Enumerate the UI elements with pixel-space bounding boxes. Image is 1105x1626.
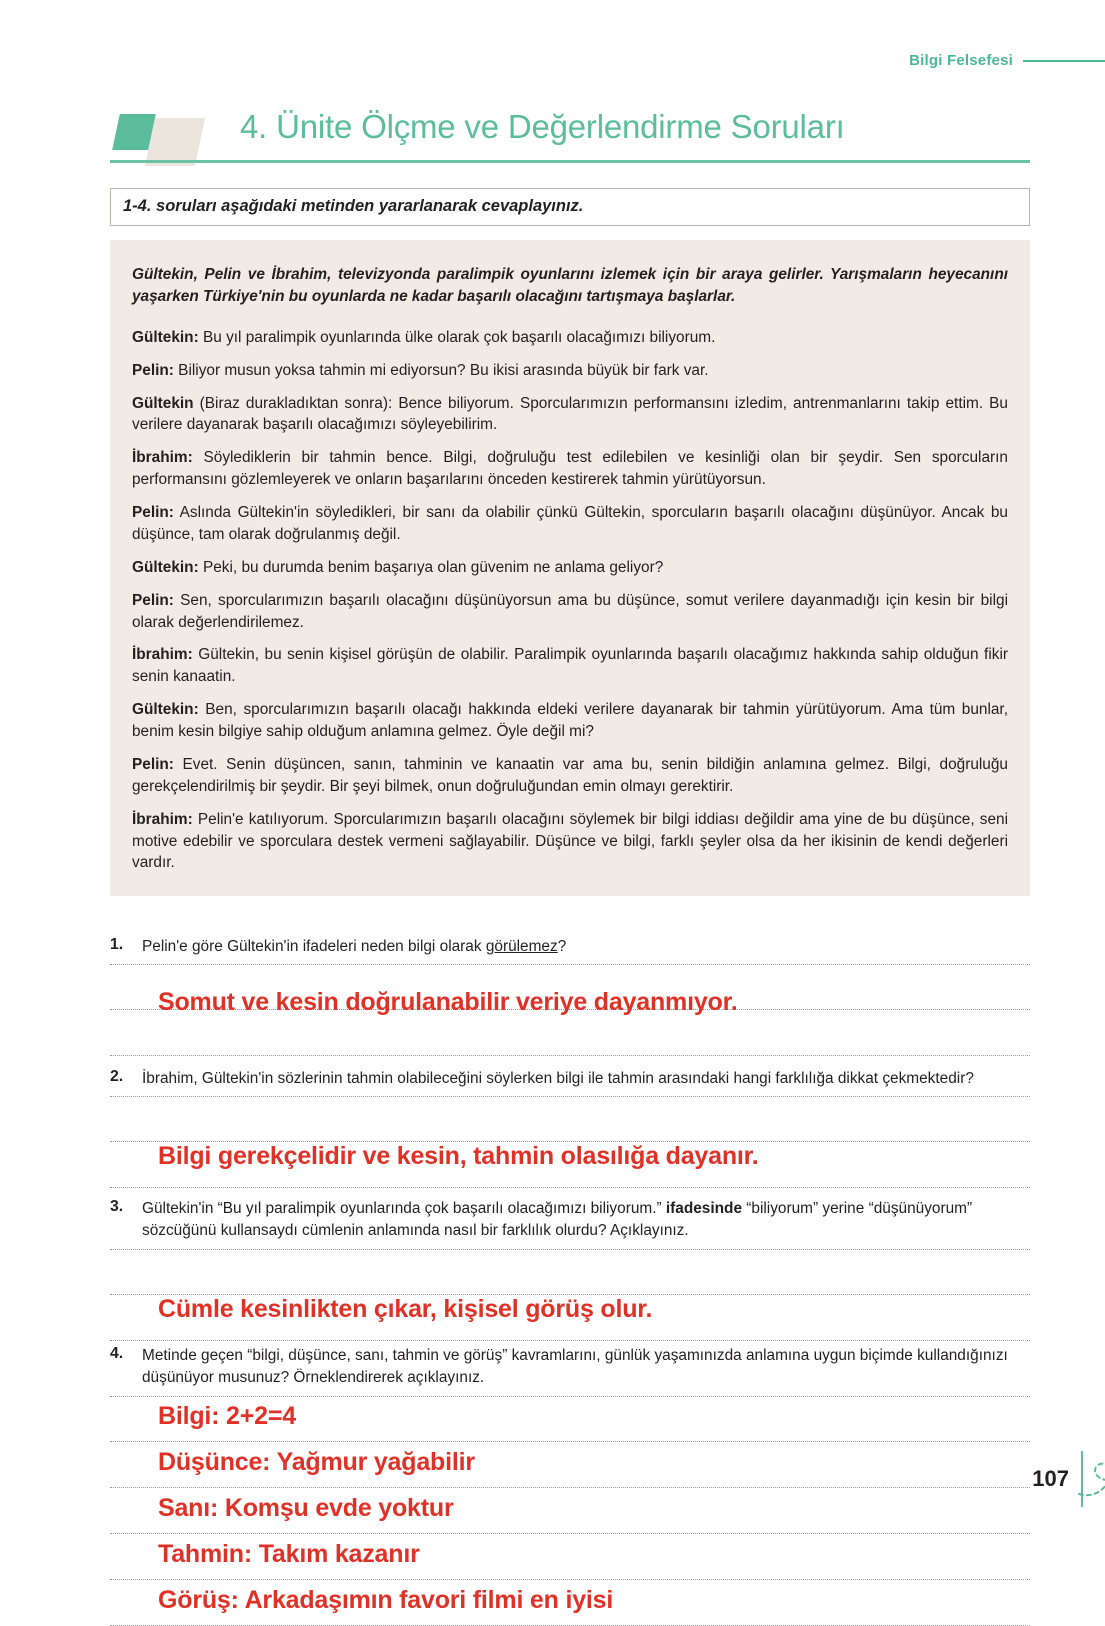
- question-row: [110, 1345, 1030, 1390]
- dialogue-text: (Biraz durakladıktan sonra): Bence biliyorum. Sporcularımızın performansını izledim, antrenmanlarını takip ettim. Bu verilere dayanarak başarılı olacağımızı söyleyebilirim.: [132, 394, 1008, 434]
- dialogue-text: Pelin'e katılıyorum. Sporcularımızın başarılı olacağını söylemek bir bilgi iddiası değildir ama yine de bu düşünce, seni motive edebilir ve sporculara destek vermeni sağlayabilir. Düşünce ve bilgi, farklı şeyler olsa da her ikisinin de kendi değerleri vardır.: [132, 810, 1008, 872]
- question-text-part: sözcüğünü kullansaydı cümlenin anlamında nasıl bir farklılık olurdu? Açıklayınız.: [142, 1222, 689, 1240]
- dialogue-speaker: İbrahim:: [132, 449, 193, 467]
- answer-area[interactable]: [110, 1396, 1030, 1626]
- dialogue-text: Söylediklerin bir tahmin bence. Bilgi, doğruluğu test edilebilen ve kesinliği olan bir şeydir. Sen sporcuların performansını gözlemleyerek ve onların başarılarını önceden kestirerek tahmin yürütüyorsun.: [132, 449, 1008, 489]
- dialogue-text: Gültekin, bu senin kişisel görüşün de olabilir. Paralimpik oyunlarında başarılı olacağımız hakkında sahip olduğun fikir senin kanaatin.: [132, 646, 1008, 686]
- dialogue-line: [132, 644, 1008, 688]
- dialogue-text: Ben, sporcularımızın başarılı olacağı hakkında eldeki verilere dayanarak bir tahmin yürütüyorum. Ama tüm bunlar, benim kesin bilgiye sahip olduğum anlamına gelmez. Öyle değil mi?: [132, 701, 1008, 740]
- handwritten-answer: Sanı: Komşu evde yoktur: [158, 1493, 454, 1522]
- instruction-bar: 1-4. soruları aşağıdaki metinden yararlanarak cevaplayınız.: [110, 188, 1030, 226]
- question-block: [110, 1198, 1030, 1341]
- answer-area[interactable]: [110, 964, 1030, 1056]
- dialogue-line: [132, 557, 1008, 579]
- title-green-tag-shape: [112, 114, 156, 150]
- question-text: [142, 1198, 1030, 1243]
- handwritten-answer: Tahmin: Takım kazanır: [158, 1539, 420, 1568]
- dialogue-text: Biliyor musun yoksa tahmin mi ediyorsun? Bu ikisi arasında büyük bir fark var.: [173, 361, 709, 379]
- question-emphasis: ifadesinde: [661, 1200, 747, 1217]
- handwritten-answer: Bilgi: 2+2=4: [158, 1401, 296, 1430]
- dialogue-speaker: Pelin:: [132, 591, 174, 609]
- dialogue-text: Bu yıl paralimpik oyunlarında ülke olarak çok başarılı olacağımızı biliyorum.: [198, 328, 716, 346]
- running-head: [909, 52, 1105, 69]
- footer-arrow-decoration-icon: [1075, 1448, 1105, 1505]
- dialogue-line: [132, 360, 1008, 382]
- handwritten-answer: Somut ve kesin doğrulanabilir veriye dayanmıyor.: [158, 988, 738, 1017]
- question-number: 2.: [110, 1068, 124, 1085]
- dialogue-speaker: İbrahim:: [132, 810, 193, 828]
- question-text: [142, 1068, 1030, 1090]
- dialogue-text: Peki, bu durumda benim başarıya olan güvenim ne anlama geliyor?: [198, 558, 664, 576]
- question-text-part: “biliyorum”: [746, 1200, 819, 1217]
- dialogue-speaker: Gültekin:: [132, 328, 199, 346]
- dialogue-speaker: İbrahim:: [132, 646, 193, 664]
- question-text-part: Pelin'e göre Gültekin'in ifadeleri neden bilgi olarak: [142, 938, 486, 955]
- question-text-part: kavramlarını, günlük yaşamınızda anlamına uygun biçimde kullandığınızı düşünüyor musunuz? Örneklendirerek açıklayınız.: [142, 1347, 1008, 1387]
- page-number: 107: [1032, 1466, 1069, 1491]
- question-text: [142, 1345, 1030, 1390]
- question-underlined-term: görülemez: [485, 938, 558, 955]
- page-footer: [1032, 1451, 1083, 1507]
- dialogue-speaker: Gültekin:: [132, 558, 199, 576]
- dialogue-line: [132, 754, 1008, 798]
- question-row: [110, 1198, 1030, 1243]
- question-text-part: ?: [557, 938, 567, 955]
- question-block: [110, 1068, 1030, 1188]
- handwritten-answer: Bilgi gerekçelidir ve kesin, tahmin olasılığa dayanır.: [158, 1142, 759, 1171]
- handwritten-answer: Görüş: Arkadaşımın favori filmi en iyisi: [158, 1585, 614, 1614]
- dialogue-speaker: Pelin:: [132, 504, 174, 521]
- passage-intro: Gültekin, Pelin ve İbrahim, televizyonda paralimpik oyunlarını izlemek için bir araya gelirler. Yarışmaların heyecanını yaşarken Türkiye'nin bu oyunlarda ne kadar başarılı olacağını tartışmaya başlarlar.: [132, 266, 1008, 305]
- question-text-part: “bilgi, düşünce, sanı, tahmin ve görüş”: [247, 1347, 508, 1364]
- dialogue-line: [132, 327, 1008, 349]
- question-row: [110, 936, 1030, 958]
- question-text-part: İbrahim, Gültekin'in sözlerinin tahmin olabileceğini söylerken bilgi ile tahmin arasındaki hangi farklılığa dikkat çekmektedir?: [142, 1070, 974, 1087]
- question-block: [110, 936, 1030, 1056]
- dialogue-line: [132, 809, 1008, 875]
- title-block: [110, 108, 1030, 166]
- dialogue-line: [132, 447, 1008, 491]
- dialogue-speaker: Pelin:: [132, 755, 174, 773]
- answer-writing-line[interactable]: [110, 1249, 1030, 1295]
- dialogue-text: Sen, sporcularımızın başarılı olacağını düşünüyorsun ama bu düşünce, somut verilere dayanmadığı için kesin bir bilgi olarak değerlendirilemez.: [132, 591, 1008, 631]
- question-number: 4.: [110, 1345, 124, 1362]
- running-head-label: Bilgi Felsefesi: [909, 52, 1013, 69]
- answer-area[interactable]: [110, 1249, 1030, 1341]
- title-underline-rule: [110, 160, 1030, 163]
- dialogue-speaker: Gültekin:: [132, 701, 199, 719]
- question-text-part: yerine: [818, 1200, 869, 1217]
- handwritten-answer: Cümle kesinlikten çıkar, kişisel görüş olur.: [158, 1294, 653, 1323]
- question-text-part: “düşünüyorum”: [868, 1200, 973, 1217]
- page-title: 4. Ünite Ölçme ve Değerlendirme Soruları: [240, 108, 845, 145]
- title-beige-tag-shape: [145, 118, 205, 166]
- question-number: 3.: [110, 1198, 124, 1215]
- dialogue-text: Aslında Gültekin'in söyledikleri, bir sanı da olabilir çünkü Gültekin, sporcuların başarılı olacağını düşünüyor. Ancak bu düşünce, tam olarak doğrulanmış değil.: [132, 504, 1008, 543]
- dialogue-line: [132, 699, 1008, 743]
- dialogue-list: [132, 327, 1008, 875]
- answer-area[interactable]: [110, 1096, 1030, 1188]
- reading-passage: [110, 240, 1030, 896]
- dialogue-speaker: Gültekin: [132, 394, 194, 412]
- question-text-part: Gültekin'in: [142, 1200, 218, 1217]
- running-head-rule: [1023, 60, 1105, 62]
- dialogue-text: Evet. Senin düşüncen, sanın, tahminin ve kanaatin var ama bu, senin bildiğin anlamına gelmez. Bilgi, doğruluğu gerekçelendirilmiş bir şeydir. Bir şeyi bilmek, onun doğruluğundan emin olmayı gerektirir.: [132, 755, 1008, 795]
- question-block: [110, 1345, 1030, 1626]
- handwritten-answer: Düşünce: Yağmur yağabilir: [158, 1447, 475, 1476]
- question-text: [142, 936, 1030, 958]
- question-number: 1.: [110, 936, 124, 953]
- dialogue-line: [132, 590, 1008, 634]
- dialogue-line: [132, 393, 1008, 437]
- dialogue-line: [132, 502, 1008, 546]
- question-text-part: Metinde geçen: [142, 1347, 248, 1364]
- question-row: [110, 1068, 1030, 1090]
- question-text-part: “Bu yıl paralimpik oyunlarında çok başarılı olacağımızı biliyorum.”: [217, 1200, 662, 1217]
- answer-writing-line[interactable]: [110, 1096, 1030, 1142]
- dialogue-speaker: Pelin:: [132, 361, 174, 379]
